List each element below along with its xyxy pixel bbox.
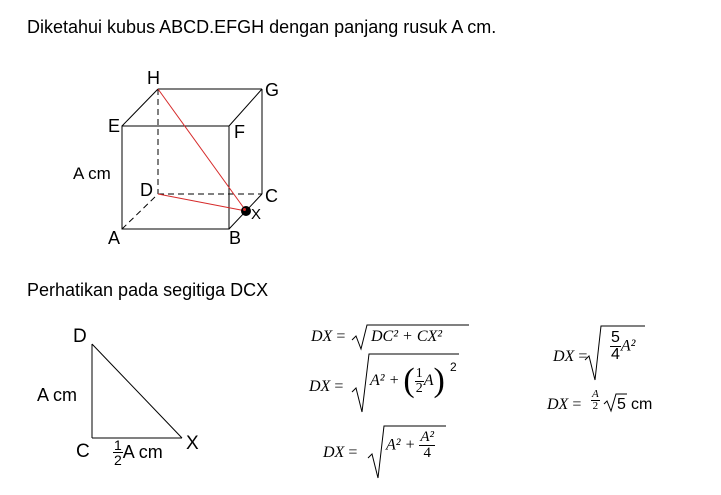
eq2-close-paren: ) [433, 362, 445, 399]
eq2-lhs: DX [309, 378, 331, 395]
eq4-fraction [610, 330, 621, 363]
eq3-frac-num: A² [420, 429, 435, 445]
eq1-equals: = [336, 328, 346, 345]
eq5-frac-num: A [592, 388, 599, 400]
triangle-label-X: X [186, 433, 199, 454]
triangle-side-label: A cm [37, 385, 78, 405]
eq4-A-squared: A² [620, 337, 636, 355]
triangle-label-D: D [73, 326, 87, 347]
vertex-label-H: H [147, 68, 160, 88]
eq5-unit: cm [631, 396, 653, 413]
vertex-label-D: D [140, 180, 153, 200]
eq2-fraction [415, 367, 424, 396]
eq2-open-paren: ( [403, 362, 415, 399]
eq2-frac-den: 2 [415, 380, 423, 396]
vertex-label-A: A [108, 228, 121, 248]
triangle-label-C: C [76, 441, 90, 462]
vertex-label-B: B [229, 228, 242, 248]
eq4-equals: = [578, 348, 588, 365]
vertex-label-C: C [265, 186, 278, 206]
eq2-frac-num: 1 [415, 365, 423, 381]
eq1-radicand: DC² + CX² [371, 328, 443, 345]
vertex-label-F: F [234, 122, 245, 142]
eq1-lhs: DX [311, 328, 333, 345]
eq4-lhs: DX [553, 348, 575, 365]
subtitle: Perhatikan pada segitiga DCX [27, 280, 269, 300]
eq4-frac-num: 5 [611, 329, 620, 346]
eq3-lhs: DX [323, 444, 345, 461]
half-fraction-den: 2 [114, 452, 122, 468]
point-X [241, 206, 251, 216]
triangle-side-DX [92, 344, 182, 438]
eq2-A-squared: A² + [370, 372, 400, 389]
equation-3-lhs [323, 444, 357, 462]
eq3-equals: = [348, 444, 358, 461]
base-label-text: A cm [122, 442, 163, 462]
eq2-A: A [423, 372, 434, 389]
eq2-equals: = [334, 378, 344, 395]
red-line-HX [158, 89, 246, 211]
point-label-X: X [251, 206, 262, 223]
eq3-radicand [386, 430, 435, 461]
equation-5-lhs [547, 396, 581, 414]
vertex-label-G: G [265, 80, 280, 100]
eq5-lhs: DX [547, 396, 569, 413]
eq2-radicand [370, 362, 445, 412]
half-fraction [113, 438, 123, 467]
triangle-base-label [113, 438, 163, 467]
eq2-square-exponent: 2 [450, 360, 457, 374]
eq3-frac-den: 4 [423, 445, 431, 461]
edge-FG [229, 89, 262, 126]
point-X-highlight [243, 208, 246, 211]
eq3-fraction [419, 430, 435, 461]
eq5-fraction-wrap [591, 389, 600, 412]
eq3-A-squared: A² + [386, 436, 416, 454]
equation-2-lhs [309, 378, 343, 396]
red-line-DX [158, 194, 246, 211]
eq5-fraction [591, 389, 600, 412]
edge-length-label: A cm [73, 164, 111, 183]
equation-1 [311, 328, 345, 346]
half-fraction-num: 1 [114, 437, 122, 453]
edge-EH [122, 89, 158, 126]
eq5-frac-den: 2 [592, 400, 599, 412]
eq4-radicand [610, 330, 635, 363]
eq5-root-value: 5 [617, 396, 626, 413]
eq5-equals: = [572, 396, 582, 413]
eq4-frac-den: 4 [611, 346, 620, 363]
equation-4-lhs [553, 348, 587, 366]
page-title: Diketahui kubus ABCD.EFGH dengan panjang rusuk A cm. [27, 17, 497, 37]
vertex-label-E: E [108, 116, 121, 136]
